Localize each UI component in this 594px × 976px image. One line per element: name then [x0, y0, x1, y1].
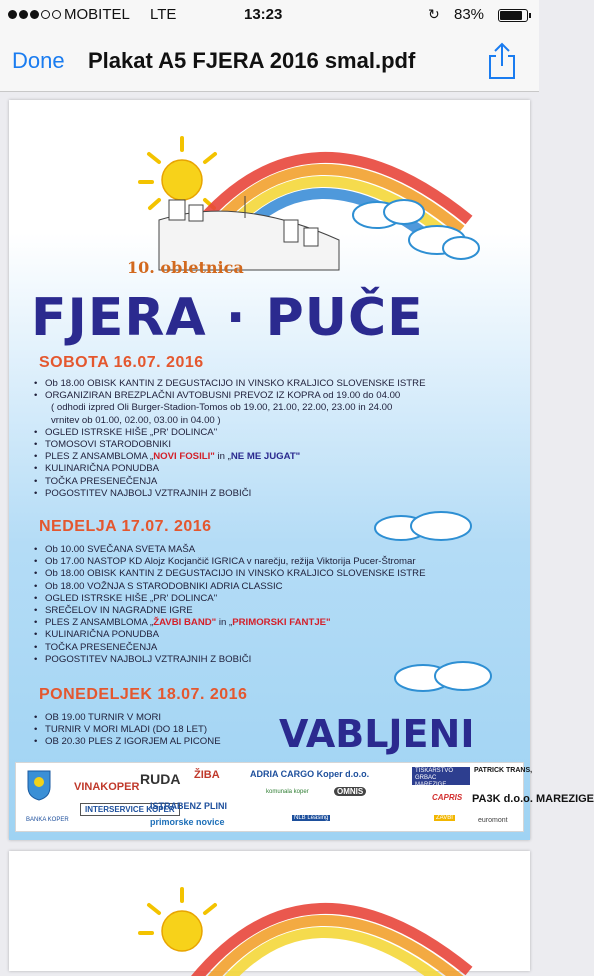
monday-heading: PONEDELJEK 18.07. 2016	[39, 686, 248, 703]
rainbow-icon	[194, 908, 469, 976]
sponsor-logo: RUDA	[140, 771, 181, 787]
poster-illustration	[9, 851, 530, 971]
anniversary-label: 10. obletnica	[127, 258, 244, 277]
sponsor-logo: VINAKOPER	[74, 781, 140, 793]
poster-title: FJERA · PUČE	[31, 288, 424, 348]
cloud-icon	[371, 508, 481, 544]
list-item: • Ob 18.00 OBISK KANTIN Z DEGUSTACIJO IN VINSKO KRALJICO SLOVENSKE ISTRE	[31, 378, 425, 390]
sponsor-logo: OMNIS	[334, 787, 366, 796]
sponsor-logo: CAPRIS	[432, 793, 463, 802]
network-type: LTE	[150, 6, 177, 23]
band-name: NOVI FOSILI"	[153, 451, 215, 463]
list-item: • OB 19.00 TURNIR V MORI	[31, 712, 221, 724]
list-item-text: PLES Z ANSAMBLOMA „	[45, 451, 154, 463]
sponsor-logo: TISKARSTVO GRBAC MAREZIGE	[412, 767, 470, 785]
list-item-text: PLES Z ANSAMBLOMA „	[45, 617, 154, 629]
list-item: • KULINARIČNA PONUDBA	[31, 629, 425, 641]
sponsor-logo: euromont	[478, 817, 508, 824]
list-item	[31, 451, 425, 463]
sun-icon	[140, 889, 215, 951]
list-item: • Ob 17.00 NASTOP KD Alojz Kocjančič IGRICA v narečju, režija Viktorija Pucer-Štromar	[31, 556, 425, 568]
list-item: • Ob 18.00 VOŽNJA S STARODOBNIKI ADRIA CLASSIC	[31, 581, 425, 593]
list-item: vrnitev ob 01.00, 02.00, 03.00 in 04.00 )	[51, 414, 221, 426]
monday-program	[31, 712, 221, 749]
sponsor-logos	[15, 762, 594, 832]
saturday-heading: SOBOTA 16.07. 2016	[39, 354, 204, 371]
sponsor-logo: PA3K d.o.o. MAREZIGE	[472, 793, 594, 805]
band-name: NE ME JUGAT"	[230, 451, 301, 463]
poster-illustration	[9, 100, 530, 300]
orientation-lock-icon: ↻	[428, 6, 440, 22]
sponsor-logo: ADRIA CARGO Koper d.o.o.	[250, 769, 370, 779]
battery-percent: 83%	[454, 6, 485, 23]
list-item: • Ob 10.00 SVEČANA SVETA MAŠA	[31, 544, 425, 556]
list-item: • ORGANIZIRAN BREZPLAČNI AVTOBUSNI PREVOZ IZ KOPRA od 19.00 do 04.00	[31, 390, 425, 402]
clock: 13:23	[244, 6, 283, 23]
list-item: • Ob 18.00 OBISK KANTIN Z DEGUSTACIJO IN VINSKO KRALJICO SLOVENSKE ISTRE	[31, 568, 425, 580]
list-item: • POGOSTITEV NAJBOLJ VZTRAJNIH Z BOBIČI	[31, 488, 425, 500]
pdf-page[interactable]	[9, 851, 530, 971]
sponsor-logo: ŽIBA	[194, 769, 220, 781]
list-item: • OGLED ISTRSKE HIŠE „PR' DOLINCA"	[31, 427, 425, 439]
status-bar	[0, 0, 539, 30]
band-name: PRIMORSKI FANTJE"	[232, 617, 331, 629]
done-button[interactable]: Done	[12, 48, 65, 73]
list-item: • TURNIR V MORI MLADI (DO 18 LET)	[31, 724, 221, 736]
band-name: ŽAVBI BAND"	[153, 617, 217, 629]
list-item: • SREČELOV IN NAGRADNE IGRE	[31, 605, 425, 617]
navigation-bar	[0, 30, 539, 92]
pdf-page[interactable]	[9, 100, 594, 840]
sun-icon	[140, 138, 215, 208]
signal-strength-icon	[8, 10, 61, 19]
list-item: • KULINARIČNA PONUDBA	[31, 463, 425, 475]
sponsor-logo: ISTRABENZ PLINI	[150, 801, 228, 811]
list-item-text: in „	[214, 451, 231, 463]
battery-icon	[498, 9, 528, 22]
coat-of-arms-icon	[26, 769, 52, 801]
sponsor-logo: komunala koper	[266, 789, 309, 795]
sunday-program	[31, 544, 425, 666]
sponsor-logo: INTERSERVICE KOPER	[80, 803, 180, 816]
carrier-name: MOBITEL	[64, 6, 130, 23]
list-item-text: in „	[216, 617, 233, 629]
list-item: • TOČKA PRESENEČENJA	[31, 476, 425, 488]
list-item: • OGLED ISTRSKE HIŠE „PR' DOLINCA"	[31, 593, 425, 605]
document-title: Plakat A5 FJERA 2016 smal.pdf	[88, 48, 416, 73]
sponsor-logo: PATRICK TRANS,	[474, 767, 533, 774]
list-item: • POGOSTITEV NAJBOLJ VZTRAJNIH Z BOBIČI	[31, 654, 425, 666]
sunday-heading: NEDELJA 17.07. 2016	[39, 518, 212, 535]
welcome-text: VABLJENI	[279, 712, 475, 756]
cloud-icon	[389, 656, 499, 696]
list-item: ( odhodi izpred Oli Burger-Stadion-Tomos ob 19.00, 21.00, 22.00, 23.00 in 24.00	[51, 402, 393, 414]
sponsor-logo: primorske novice	[150, 817, 225, 827]
list-item: • TOČKA PRESENEČENJA	[31, 642, 425, 654]
saturday-program	[31, 378, 425, 500]
sponsor-logo: BANKA KOPER	[26, 817, 69, 823]
list-item	[31, 617, 425, 629]
share-icon[interactable]	[486, 42, 518, 80]
sponsor-logo: NLB Leasing	[294, 815, 329, 821]
sponsor-logo: ŽAVBI	[436, 815, 453, 821]
list-item: • OB 20.30 PLES Z IGORJEM AL PICONE	[31, 736, 221, 748]
list-item: • TOMOSOVI STARODOBNIKI	[31, 439, 425, 451]
